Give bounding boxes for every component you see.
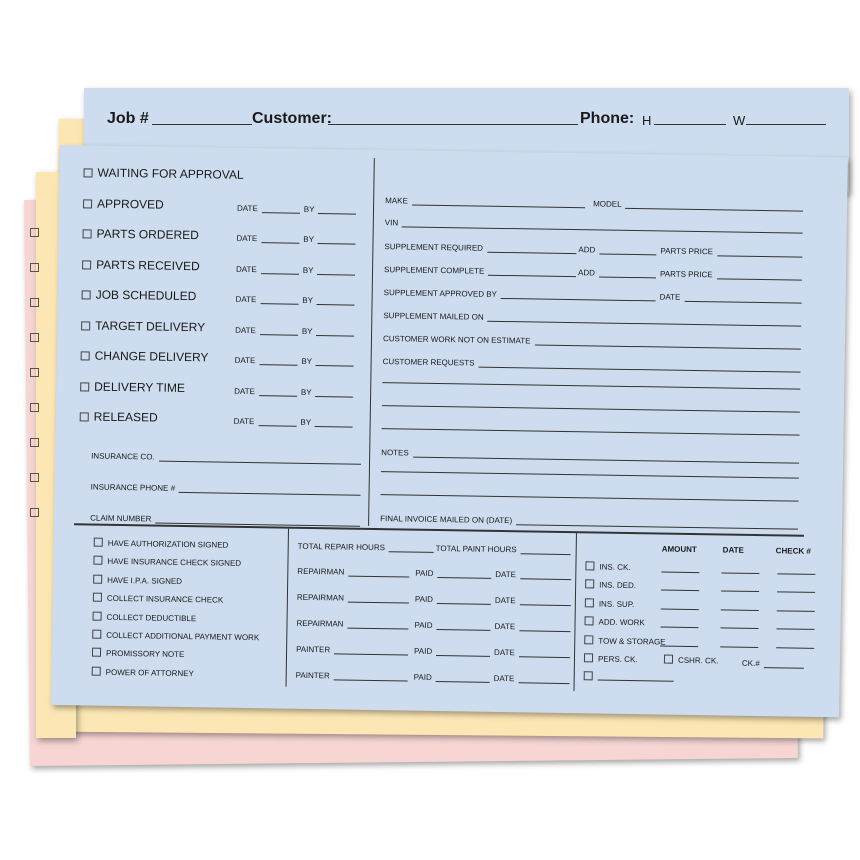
- check-number-line[interactable]: [777, 573, 815, 575]
- status-checkbox[interactable]: [82, 290, 91, 299]
- by-line[interactable]: [315, 426, 353, 428]
- by-line[interactable]: [317, 304, 355, 306]
- vin-label: VIN: [384, 218, 399, 228]
- status-label: DELIVERY TIME: [94, 379, 186, 395]
- date-label: DATE: [235, 325, 256, 335]
- paid-label: PAID: [414, 594, 434, 604]
- job-label: Job #: [107, 110, 149, 127]
- notes-line[interactable]: [381, 471, 799, 479]
- check-number-line[interactable]: [776, 647, 814, 649]
- supplement-required-label: SUPPLEMENT REQUIRED: [384, 242, 484, 253]
- payment-item[interactable]: [584, 616, 644, 628]
- date-by-fields[interactable]: [234, 386, 358, 397]
- date-header: DATE: [722, 545, 744, 555]
- worker-field[interactable]: [296, 619, 408, 630]
- payment-item[interactable]: [584, 635, 665, 647]
- checklist-label: PROMISSORY NOTE: [105, 649, 185, 660]
- add-label-2: ADD: [577, 268, 596, 278]
- cashier-check-label: CSHR. CK.: [677, 655, 719, 666]
- total-paint-hours-field[interactable]: [436, 544, 571, 555]
- check-number-header: CHECK #: [775, 546, 811, 556]
- worker-date-field[interactable]: [494, 648, 570, 658]
- payment-item[interactable]: [585, 580, 636, 592]
- final-invoice-label: FINAL INVOICE MAILED ON (DATE): [380, 514, 513, 526]
- checklist-label: HAVE I.P.A. SIGNED: [107, 575, 183, 586]
- parts-price-field-1[interactable]: [660, 246, 802, 257]
- status-row[interactable]: [80, 379, 358, 397]
- insurance-phone-field[interactable]: [91, 483, 361, 496]
- insurance-phone-label: INSURANCE PHONE #: [90, 482, 176, 493]
- payment-label: TOW & STORAGE: [598, 636, 666, 647]
- checklist-checkbox[interactable]: [92, 630, 101, 639]
- worker-date-label: DATE: [495, 569, 517, 580]
- date-by-fields[interactable]: [236, 264, 360, 275]
- customer-requests-line[interactable]: [382, 428, 800, 436]
- worker-date-field[interactable]: [495, 596, 571, 606]
- worker-date-field[interactable]: [495, 570, 571, 580]
- claim-number-label: CLAIM NUMBER: [90, 513, 152, 524]
- supplement-date-label: DATE: [659, 292, 681, 302]
- check-number-field[interactable]: [742, 659, 804, 669]
- status-checkbox[interactable]: [80, 412, 89, 421]
- blank-payment-item[interactable]: [584, 671, 674, 683]
- amount-line[interactable]: [661, 590, 699, 592]
- by-line[interactable]: [316, 365, 354, 367]
- worker-field[interactable]: [296, 645, 408, 656]
- phone-work-label: W: [733, 113, 746, 128]
- status-row[interactable]: [81, 348, 359, 366]
- status-row[interactable]: [82, 257, 360, 275]
- date-label: DATE: [236, 264, 257, 274]
- paid-field[interactable]: [415, 569, 491, 579]
- work-order-form: [51, 145, 848, 717]
- checklist-checkbox[interactable]: [93, 574, 102, 583]
- paid-label: PAID: [414, 646, 433, 656]
- paid-field[interactable]: [414, 621, 490, 631]
- add-label-1: ADD: [578, 245, 596, 255]
- payment-date-line[interactable]: [721, 572, 759, 574]
- worker-date-label: DATE: [494, 595, 516, 606]
- status-checkbox[interactable]: [81, 321, 90, 330]
- by-label: BY: [301, 326, 313, 336]
- checklist-checkbox[interactable]: [94, 538, 103, 547]
- checklist-item[interactable]: [93, 556, 241, 569]
- status-label: APPROVED: [96, 196, 164, 212]
- payment-label: PERS. CK.: [597, 654, 638, 665]
- status-row[interactable]: [83, 165, 243, 182]
- blank-payment-line[interactable]: [598, 680, 674, 682]
- worker-date-field[interactable]: [494, 622, 570, 632]
- customer-work-label: CUSTOMER WORK NOT ON ESTIMATE: [382, 334, 531, 346]
- vin-field[interactable]: [385, 218, 803, 234]
- blank-payment-checkbox[interactable]: [584, 671, 593, 680]
- status-label: PARTS ORDERED: [96, 226, 199, 243]
- worker-label: PAINTER: [295, 670, 330, 681]
- cashier-check-checkbox[interactable]: [664, 655, 673, 664]
- phone-home-line[interactable]: [654, 124, 726, 125]
- checklist-label: COLLECT DEDUCTIBLE: [106, 612, 197, 623]
- payment-checkbox[interactable]: [585, 616, 594, 625]
- checklist-label: HAVE AUTHORIZATION SIGNED: [107, 538, 229, 550]
- column-divider: [368, 158, 375, 526]
- by-line[interactable]: [318, 213, 356, 215]
- parts-price-label-2: PARTS PRICE: [659, 269, 713, 280]
- back-sheet-checkboxes: [30, 228, 42, 543]
- worker-label: PAINTER: [296, 644, 331, 655]
- by-line[interactable]: [317, 274, 355, 276]
- customer-work-field[interactable]: [383, 334, 801, 350]
- model-label: MODEL: [593, 199, 622, 209]
- payment-checkbox[interactable]: [585, 561, 594, 570]
- make-label: MAKE: [385, 196, 408, 206]
- worker-label: REPAIRMAN: [296, 592, 344, 603]
- paid-label: PAID: [413, 672, 432, 682]
- paid-label: PAID: [415, 568, 434, 578]
- status-checkbox[interactable]: [83, 168, 92, 177]
- paid-field[interactable]: [414, 647, 490, 657]
- check-number-line[interactable]: [776, 629, 814, 631]
- date-label: DATE: [234, 386, 255, 396]
- checklist-item[interactable]: [92, 648, 185, 660]
- date-line[interactable]: [260, 334, 298, 336]
- total-paint-hours-label: TOTAL PAINT HOURS: [435, 543, 517, 555]
- by-label: BY: [301, 356, 313, 366]
- checklist-item[interactable]: [93, 593, 223, 606]
- status-label: CHANGE DELIVERY: [94, 348, 209, 365]
- payment-checkbox[interactable]: [584, 635, 593, 644]
- customer-requests-label: CUSTOMER REQUESTS: [382, 357, 475, 368]
- amount-line[interactable]: [661, 571, 699, 573]
- by-label: BY: [302, 265, 314, 275]
- payment-date-line[interactable]: [721, 591, 759, 593]
- payment-label: INS. SUP.: [598, 599, 635, 609]
- by-label: BY: [300, 387, 312, 397]
- status-checkbox[interactable]: [80, 382, 89, 391]
- paid-field[interactable]: [414, 673, 490, 683]
- total-repair-hours-label: TOTAL REPAIR HOURS: [297, 541, 386, 553]
- status-label: JOB SCHEDULED: [95, 287, 197, 304]
- check-number-line[interactable]: [777, 610, 815, 612]
- customer-requests-field[interactable]: [383, 357, 801, 373]
- payment-checkbox[interactable]: [585, 598, 594, 607]
- add-field-2[interactable]: [578, 268, 656, 278]
- worker-field[interactable]: [297, 567, 409, 578]
- worker-label: REPAIRMAN: [296, 618, 344, 629]
- by-label: BY: [303, 234, 315, 245]
- model-field[interactable]: [593, 199, 803, 211]
- payment-date-line[interactable]: [720, 628, 758, 630]
- worker-field[interactable]: [297, 593, 409, 604]
- date-label: DATE: [235, 294, 257, 305]
- date-by-fields[interactable]: [237, 203, 361, 214]
- by-label: BY: [303, 204, 315, 214]
- checklist-checkbox[interactable]: [93, 593, 102, 602]
- date-by-fields[interactable]: [236, 234, 360, 245]
- worker-label: REPAIRMAN: [297, 566, 345, 577]
- date-line[interactable]: [261, 273, 299, 275]
- status-row[interactable]: [81, 318, 359, 336]
- cashier-check-item[interactable]: [664, 655, 719, 667]
- date-by-fields[interactable]: [236, 295, 360, 306]
- amount-line[interactable]: [661, 608, 699, 610]
- date-line[interactable]: [262, 212, 300, 214]
- supplement-approved-by-field[interactable]: [384, 288, 656, 301]
- amount-header: AMOUNT: [661, 544, 697, 555]
- worker-date-field[interactable]: [494, 674, 570, 684]
- worker-field[interactable]: [296, 671, 408, 682]
- date-label: DATE: [234, 355, 256, 366]
- notes-field[interactable]: [381, 448, 799, 464]
- checklist-item[interactable]: [92, 666, 194, 679]
- status-row[interactable]: [83, 226, 361, 244]
- insurance-company-label: INSURANCE CO.: [91, 451, 155, 462]
- notes-line[interactable]: [381, 494, 799, 502]
- payment-item[interactable]: [585, 561, 630, 573]
- by-line[interactable]: [318, 243, 356, 245]
- total-repair-hours-field[interactable]: [298, 542, 434, 553]
- paid-field[interactable]: [415, 595, 491, 605]
- checklist-item[interactable]: [93, 574, 182, 586]
- checklist-checkbox[interactable]: [92, 666, 101, 675]
- payment-date-line[interactable]: [721, 609, 759, 611]
- date-by-fields[interactable]: [234, 417, 358, 428]
- worker-date-label: DATE: [494, 647, 515, 658]
- status-row[interactable]: [82, 287, 360, 305]
- payment-label: ADD. WORK: [598, 617, 645, 628]
- parts-price-field-2[interactable]: [660, 269, 802, 280]
- supplement-date-field[interactable]: [660, 292, 802, 303]
- checklist-label: POWER OF ATTORNEY: [105, 667, 194, 678]
- checklist-checkbox[interactable]: [93, 611, 102, 620]
- supplement-complete-label: SUPPLEMENT COMPLETE: [384, 265, 485, 276]
- column-divider: [286, 529, 289, 687]
- date-label: DATE: [233, 416, 255, 427]
- payment-item[interactable]: [584, 653, 638, 665]
- insurance-company-field[interactable]: [91, 452, 361, 465]
- checklist-label: HAVE INSURANCE CHECK SIGNED: [107, 557, 242, 569]
- supplement-complete-field[interactable]: [384, 265, 576, 277]
- by-line[interactable]: [316, 396, 354, 398]
- date-by-fields[interactable]: [235, 356, 359, 367]
- date-line[interactable]: [259, 364, 297, 366]
- date-line[interactable]: [260, 303, 298, 305]
- checklist-item[interactable]: [92, 630, 259, 644]
- add-field-1[interactable]: [578, 245, 656, 255]
- paid-label: PAID: [414, 620, 433, 630]
- by-label: BY: [302, 295, 314, 305]
- payment-label: INS. DED.: [599, 580, 637, 591]
- notes-label: NOTES: [381, 448, 409, 458]
- checklist-checkbox[interactable]: [93, 556, 102, 565]
- worker-date-label: DATE: [493, 673, 515, 684]
- phone-work-line[interactable]: [746, 124, 826, 125]
- date-line[interactable]: [259, 395, 297, 397]
- status-label: PARTS RECEIVED: [96, 257, 200, 273]
- status-checkbox[interactable]: [81, 351, 90, 360]
- column-divider: [573, 533, 576, 691]
- status-label: RELEASED: [93, 409, 158, 425]
- customer-line[interactable]: [328, 124, 578, 125]
- date-label: DATE: [236, 203, 258, 213]
- status-label: TARGET DELIVERY: [95, 318, 206, 334]
- payment-checkbox[interactable]: [584, 653, 593, 662]
- worker-date-label: DATE: [494, 621, 516, 632]
- date-by-fields[interactable]: [235, 325, 359, 336]
- job-line[interactable]: [152, 124, 252, 125]
- supplement-mailed-label: SUPPLEMENT MAILED ON: [383, 311, 484, 322]
- check-number-line[interactable]: [777, 592, 815, 594]
- by-label: BY: [300, 417, 312, 427]
- status-row[interactable]: [83, 196, 361, 214]
- status-checkbox[interactable]: [83, 229, 92, 238]
- status-row[interactable]: [80, 409, 358, 427]
- status-checkbox[interactable]: [82, 260, 91, 269]
- final-invoice-field[interactable]: [380, 514, 798, 530]
- parts-price-label-1: PARTS PRICE: [660, 246, 714, 257]
- checklist-item[interactable]: [93, 611, 197, 624]
- checklist-label: COLLECT ADDITIONAL PAYMENT WORK: [106, 630, 260, 643]
- check-number-label: CK.#: [741, 658, 760, 669]
- status-checkbox[interactable]: [83, 199, 92, 208]
- by-line[interactable]: [316, 335, 354, 337]
- payment-item[interactable]: [585, 598, 635, 610]
- checklist-checkbox[interactable]: [92, 648, 101, 657]
- payment-checkbox[interactable]: [585, 580, 594, 589]
- supplement-approved-by-label: SUPPLEMENT APPROVED BY: [383, 288, 498, 299]
- payment-label: INS. CK.: [599, 562, 631, 573]
- customer-requests-line[interactable]: [382, 405, 800, 413]
- supplement-mailed-field[interactable]: [383, 311, 801, 327]
- date-line[interactable]: [258, 425, 296, 427]
- payment-date-line[interactable]: [720, 646, 758, 648]
- customer-requests-line[interactable]: [382, 382, 800, 390]
- date-label: DATE: [236, 233, 258, 244]
- amount-line[interactable]: [660, 645, 698, 647]
- supplement-required-field[interactable]: [384, 242, 576, 254]
- make-field[interactable]: [385, 196, 585, 208]
- date-line[interactable]: [261, 242, 299, 244]
- status-label: WAITING FOR APPROVAL: [97, 165, 244, 182]
- checklist-item[interactable]: [94, 538, 229, 551]
- amount-line[interactable]: [660, 627, 698, 629]
- customer-label: Customer:: [252, 110, 333, 127]
- phone-label: Phone:: [580, 110, 635, 127]
- phone-home-label: H: [642, 113, 652, 128]
- checklist-label: COLLECT INSURANCE CHECK: [106, 593, 224, 605]
